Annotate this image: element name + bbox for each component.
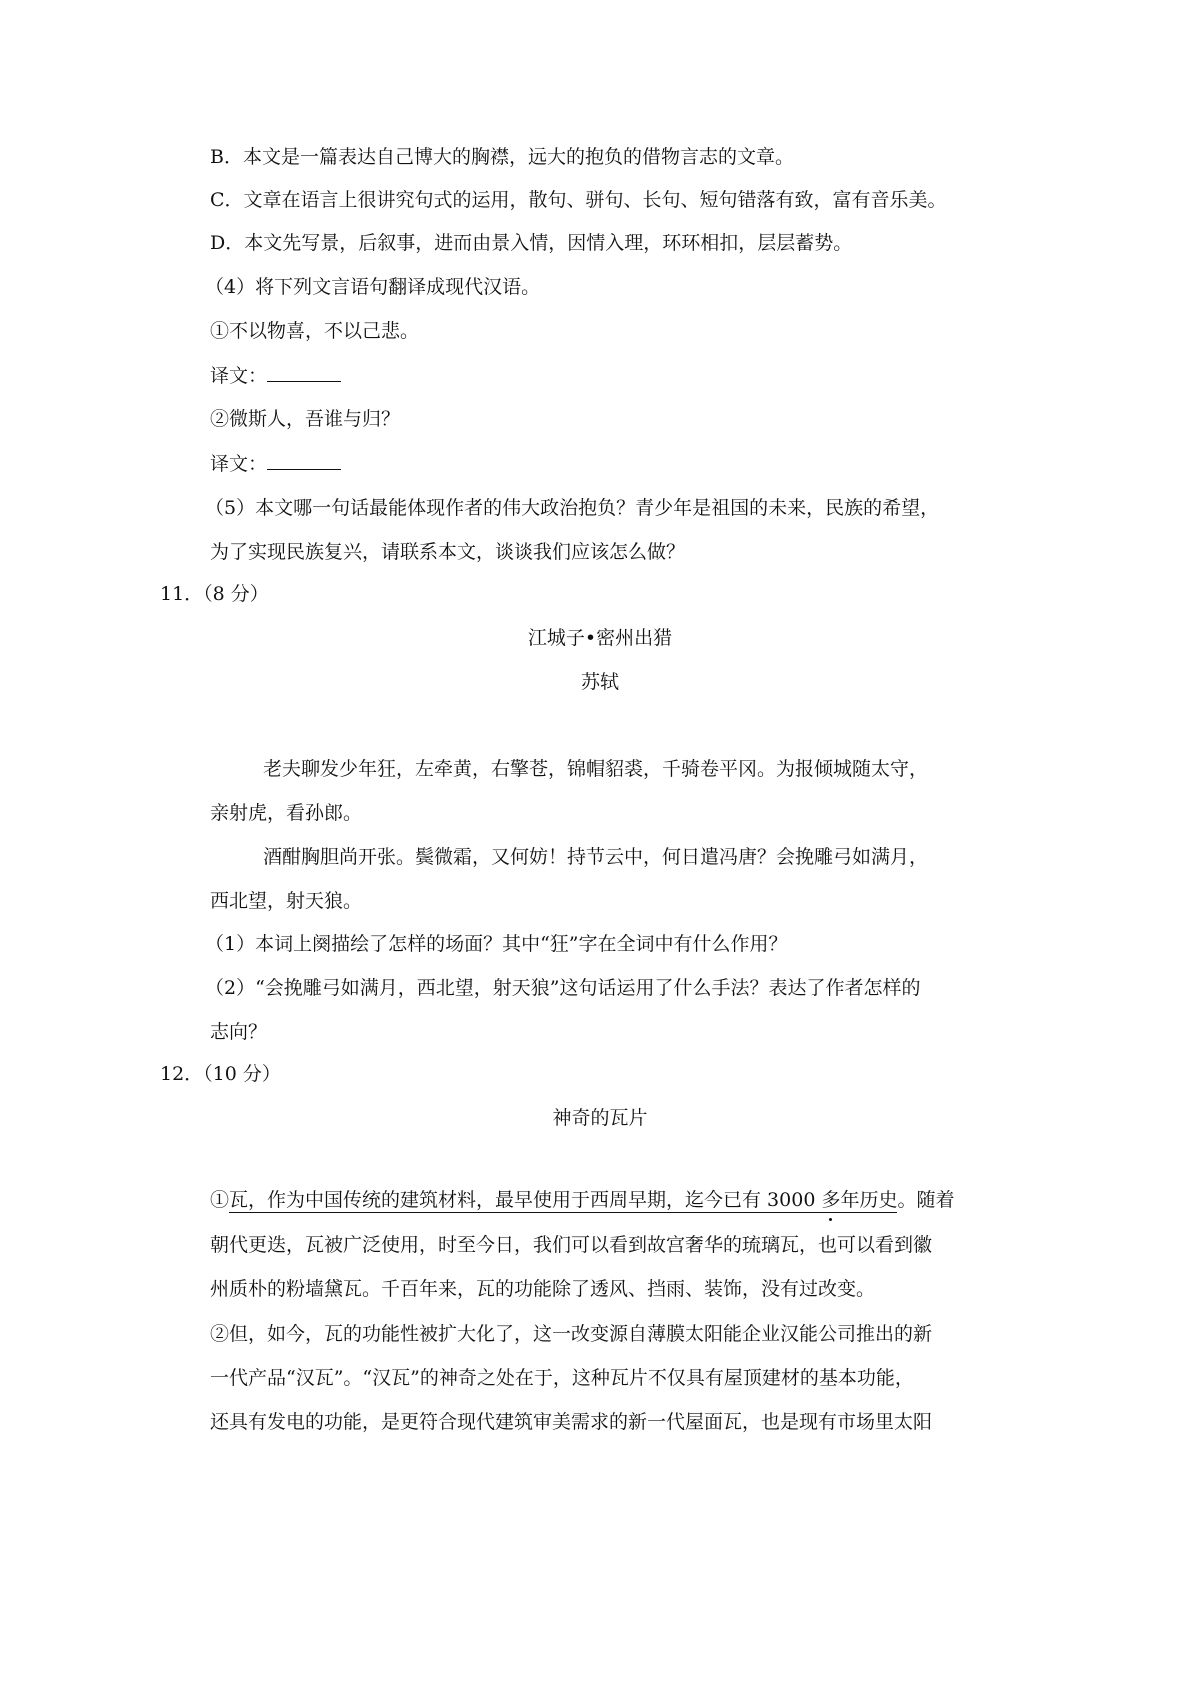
article-p2-line-1: ②但，如今，瓦的功能性被扩大化了，这一改变源自薄膜太阳能企业汉能公司推出的新 — [210, 1323, 933, 1345]
answer-label: 译文： — [210, 453, 268, 475]
question-11-header: 11．（8 分） — [160, 583, 269, 605]
paragraph-marker: ① — [210, 1189, 230, 1211]
plain-text: 。随着 — [897, 1189, 955, 1211]
part4-answer-2 — [210, 449, 341, 477]
answer-label: 译文： — [210, 365, 268, 387]
underlined-text: 年历史 — [840, 1189, 898, 1211]
underlined-sentence — [229, 1189, 897, 1213]
part4-answer-1 — [210, 361, 341, 389]
option-b: B．本文是一篇表达自己博大的胸襟，远大的抱负的借物言志的文章。 — [210, 146, 794, 168]
article-p2-line-3: 还具有发电的功能，是更符合现代建筑审美需求的新一代屋面瓦，也是现有市场里太阳 — [210, 1411, 933, 1433]
part5-line-2: 为了实现民族复兴，请联系本文，谈谈我们应该怎么做？ — [210, 541, 686, 563]
poem-stanza-2-line-2: 西北望，射天狼。 — [210, 890, 363, 912]
poem-stanza-1-line-1: 老夫聊发少年狂，左牵黄，右擎苍，锦帽貂裘，千骑卷平冈。为报倾城随太守， — [263, 758, 929, 780]
option-c: C．文章在语言上很讲究句式的运用，散句、骈句、长句、短句错落有致，富有音乐美。 — [210, 189, 947, 211]
poem-stanza-2-line-1: 酒酣胸胆尚开张。鬓微霜，又何妨！持节云中，何日遣冯唐？会挽雕弓如满月， — [263, 846, 929, 868]
answer-blank[interactable] — [267, 361, 341, 382]
question-12-header: 12．（10 分） — [160, 1063, 281, 1085]
part4-sentence-1: ①不以物喜，不以己悲。 — [210, 320, 420, 342]
q11-sub-2-line-1: （2）“会挽雕弓如满月，西北望，射天狼”这句话运用了什么手法？表达了作者怎样的 — [205, 977, 921, 999]
part4-sentence-2: ②微斯人，吾谁与归？ — [210, 408, 401, 430]
article-title: 神奇的瓦片 — [552, 1107, 648, 1129]
underlined-text: 瓦，作为中国传统的建筑材料，最早使用于西周早期，迄今已有 3000 — [229, 1189, 822, 1211]
option-d: D．本文先写景，后叙事，进而由景入情，因情入理，环环相扣，层层蓄势。 — [210, 232, 853, 254]
answer-blank[interactable] — [267, 449, 341, 470]
q11-sub-2-line-2: 志向？ — [210, 1021, 268, 1043]
emphasis-dotted-char: 多 — [821, 1186, 840, 1214]
poem-title: 江城子•密州出猎 — [527, 627, 673, 649]
article-p2-line-2: 一代产品“汉瓦”。“汉瓦”的神奇之处在于，这种瓦片不仅具有屋顶建材的基本功能， — [210, 1367, 914, 1389]
part5-line-1: （5）本文哪一句话最能体现作者的伟大政治抱负？青少年是祖国的未来，民族的希望， — [205, 497, 940, 519]
article-p1-line-1 — [210, 1186, 955, 1214]
part4-prompt: （4）将下列文言语句翻译成现代汉语。 — [205, 276, 541, 298]
poem-stanza-1-line-2: 亲射虎，看孙郎。 — [210, 802, 363, 824]
q11-sub-1: （1）本词上阕描绘了怎样的场面？其中“狂”字在全词中有什么作用？ — [205, 933, 788, 955]
article-p1-line-3: 州质朴的粉墙黛瓦。千百年来，瓦的功能除了透风、挡雨、装饰，没有过改变。 — [210, 1278, 876, 1300]
article-p1-line-2: 朝代更迭，瓦被广泛使用，时至今日，我们可以看到故宫奢华的琉璃瓦，也可以看到徽 — [210, 1234, 933, 1256]
poem-author: 苏轼 — [580, 671, 619, 693]
